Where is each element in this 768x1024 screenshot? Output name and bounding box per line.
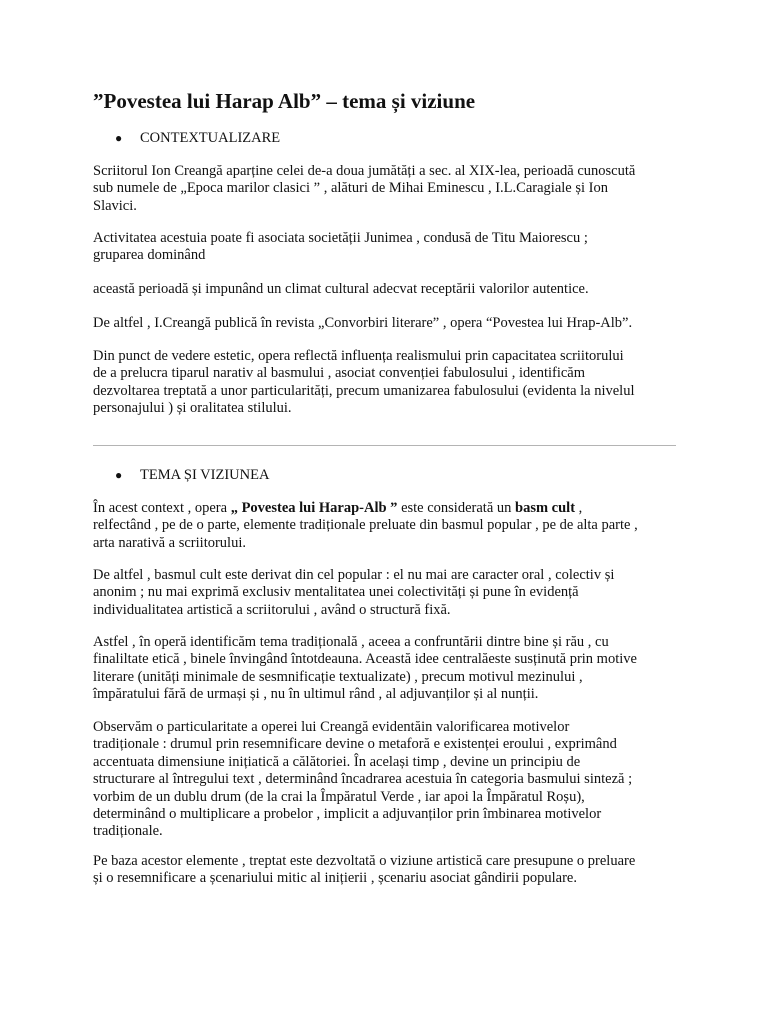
section-divider bbox=[93, 445, 676, 446]
text-run: , bbox=[575, 500, 583, 516]
paragraph-line: gruparea dominând bbox=[93, 247, 206, 264]
paragraph-line: Pe baza acestor elemente , treptat este dezvoltată o viziune artistică care presupune o preluare bbox=[93, 853, 636, 869]
paragraph-line: împăratului fără de urmași și , nu în ultimul rând , al adjuvanților și al nunții. bbox=[93, 686, 539, 703]
paragraph-line: individualitatea artistică a scriitorului , având o structură fixă. bbox=[93, 601, 451, 618]
paragraph-line: această perioadă și impunând un climat cultural adecvat receptării valorilor autentice. bbox=[93, 281, 589, 297]
paragraph-line: dezvoltarea treptată a unor particularități, precum umanizarea fabulosului (evidenta la nivelul bbox=[93, 382, 635, 399]
paragraph-line: Astfel , în operă identificăm tema tradițională , aceea a confruntării dintre bine și rău , cu bbox=[93, 634, 609, 650]
work-title-bold: „ Povestea lui Harap-Alb ” bbox=[230, 500, 398, 516]
basm-cult-bold: basm cult bbox=[515, 500, 576, 516]
paragraph-line: sub numele de „Epoca marilor clasici ” , alături de Mihai Eminescu , I.L.Caragiale și Ion bbox=[93, 180, 608, 197]
paragraph-line: arta narativă a scriitorului. bbox=[93, 534, 246, 551]
paragraph-line: Slavici. bbox=[93, 197, 137, 214]
paragraph-line: De altfel , I.Creangă publică în revista „Convorbiri literare” , opera “Povestea lui Hrap-Alb”. bbox=[93, 315, 633, 331]
paragraph-line: De altfel , basmul cult este derivat din cel popular : el nu mai are caracter oral , colectiv și bbox=[93, 567, 615, 583]
paragraph-line: accentuata dimensiune inițiatică a călătoriei. În același timp , devine un principiu de bbox=[93, 753, 581, 770]
paragraph-line: vorbim de un dublu drum (de la crai la Împăratul Verde , iar apoi la Împăratul Roșu), bbox=[93, 788, 585, 805]
bullet-icon: ● bbox=[115, 468, 123, 482]
text-run: În acest context , opera bbox=[93, 500, 231, 516]
paragraph bbox=[93, 719, 683, 841]
bullet-icon: ● bbox=[115, 131, 123, 145]
paragraph bbox=[93, 567, 683, 619]
paragraph-line: de a prelucra tiparul narativ al basmului , asociat convenției fabulosului , identificăm bbox=[93, 365, 586, 382]
paragraph bbox=[93, 500, 683, 552]
paragraph-line: Scriitorul Ion Creangă aparține celei de-a doua jumătăți a sec. al XIX-lea, perioadă cunoscută bbox=[93, 163, 636, 179]
paragraph bbox=[93, 348, 683, 418]
paragraph-line bbox=[93, 500, 683, 517]
paragraph-line: Activitatea acestuia poate fi asociata societății Junimea , condusă de Titu Maiorescu ; bbox=[93, 230, 588, 246]
paragraph bbox=[93, 163, 683, 215]
paragraph bbox=[93, 315, 683, 332]
paragraph-line: finaliltate etică , binele învingând întotdeauna. Această idee centralăeste susținută prin motive bbox=[93, 651, 637, 668]
paragraph-line: determinând o multiplicare a probelor , implicit a adjuvanților prin îmbinarea motivelor bbox=[93, 806, 602, 823]
section-heading-label: CONTEXTUALIZARE bbox=[140, 130, 281, 146]
paragraph-line: tradiționale. bbox=[93, 823, 163, 840]
paragraph-line: anonim ; nu mai exprimă exclusiv mentalitatea unei colectivități și pune în evidență bbox=[93, 584, 579, 601]
paragraph-line: Observăm o particularitate a operei lui Creangă evidentăin valorificarea motivelor bbox=[93, 719, 570, 735]
document-title: ”Povestea lui Harap Alb” – tema și viziune bbox=[93, 89, 476, 113]
paragraph bbox=[93, 634, 683, 704]
paragraph bbox=[93, 230, 683, 265]
paragraph bbox=[93, 853, 683, 888]
text-run: este considerată un bbox=[397, 500, 516, 516]
paragraph-line: și o resemnificare a șcenariului mitic al inițierii , șcenariu asociat gândirii populare. bbox=[93, 870, 577, 887]
paragraph-line: literare (unități minimale de sesmnificație textualizate) , precum motivul mezinului , bbox=[93, 668, 583, 685]
paragraph-line: tradiționale : drumul prin resemnificare devine o metaforă e existenței eroului , exprimând bbox=[93, 736, 617, 753]
paragraph-line: relfectând , pe de o parte, elemente tradiționale preluate din basmul popular , pe de alta parte , bbox=[93, 517, 638, 534]
paragraph-line: Din punct de vedere estetic, opera reflectă influența realismului prin capacitatea scriitorului bbox=[93, 348, 624, 364]
section-heading-label: TEMA ȘI VIZIUNEA bbox=[140, 467, 270, 483]
paragraph-line: structurare al întregului text , determinând încadrarea acestuia în categoria basmului sinteză ; bbox=[93, 771, 633, 788]
paragraph-line: personajului ) și oralitatea stilului. bbox=[93, 400, 292, 417]
paragraph bbox=[93, 281, 683, 298]
